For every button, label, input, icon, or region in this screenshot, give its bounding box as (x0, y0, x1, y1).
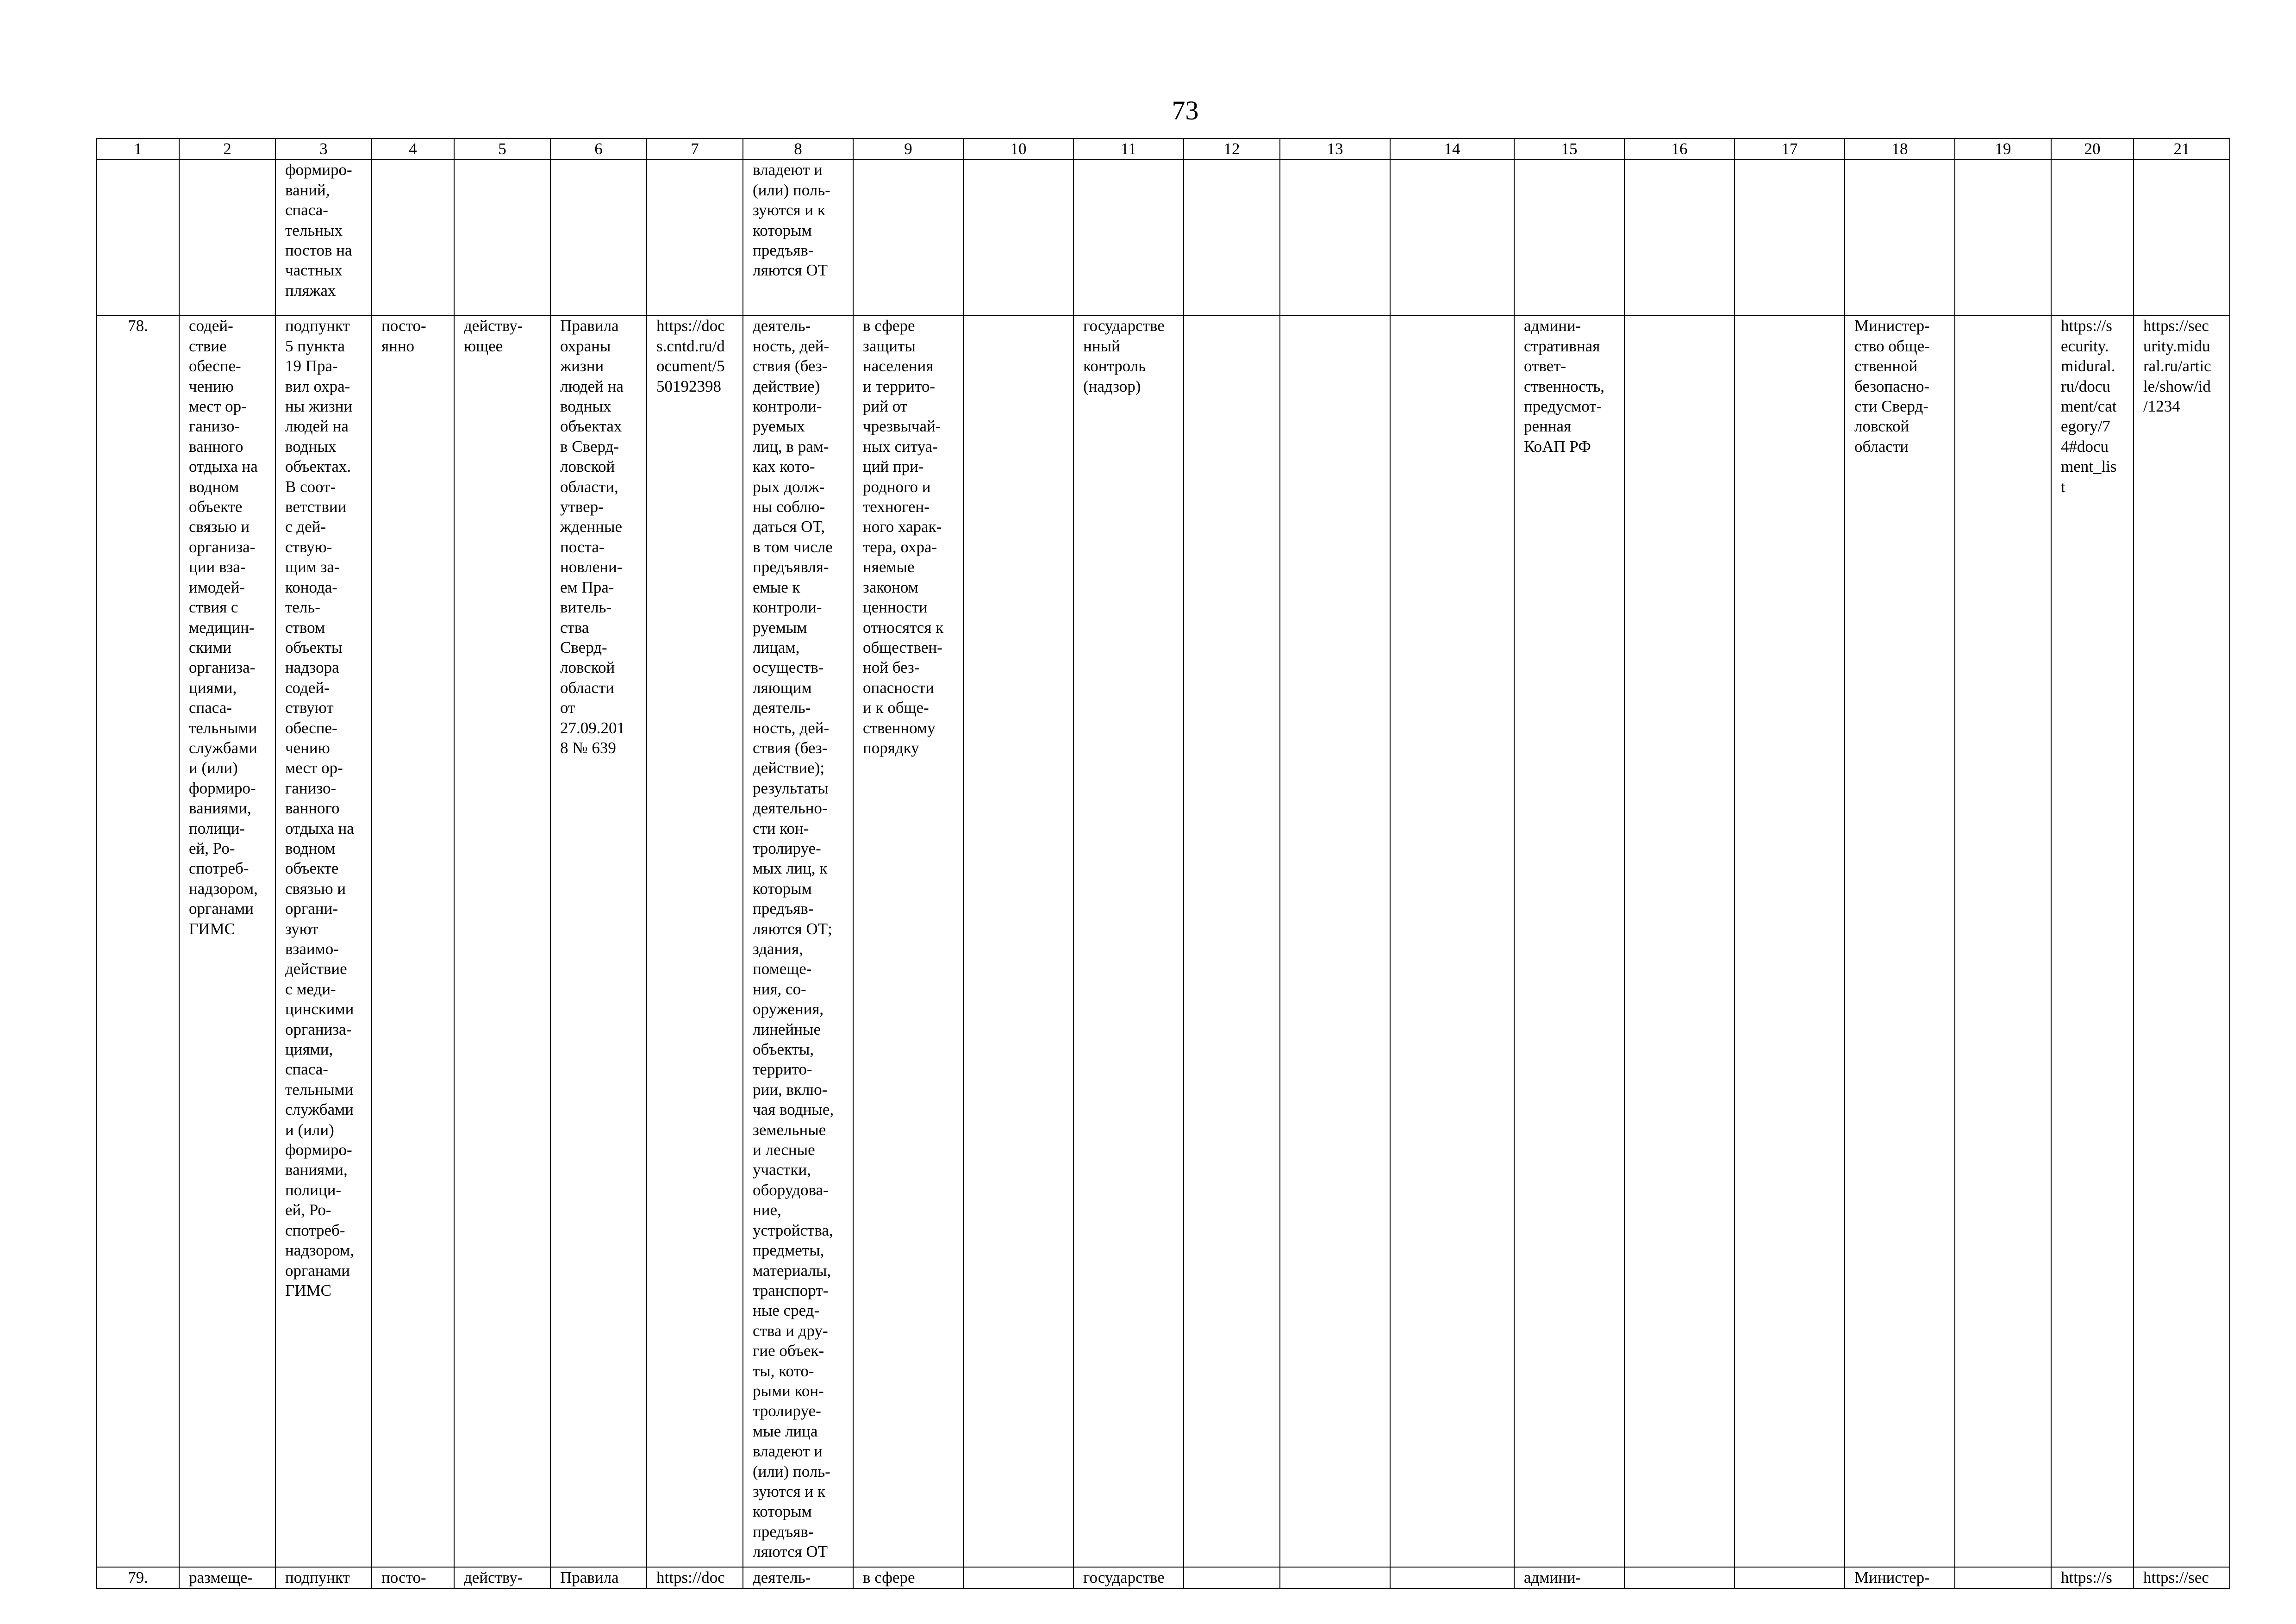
table-cell (1514, 159, 1624, 315)
table-cell (454, 159, 550, 315)
column-header: 19 (1955, 138, 2051, 159)
column-header: 15 (1514, 138, 1624, 159)
table-cell (1280, 1567, 1390, 1588)
table-cell (1390, 1567, 1514, 1588)
table-cell: админи- стративная ответ- ственность, предусмот- ренная КоАП РФ (1514, 315, 1624, 1567)
table-cell: государстве нный контроль (надзор) (1073, 315, 1184, 1567)
column-header: 10 (963, 138, 1073, 159)
column-header: 5 (454, 138, 550, 159)
table-cell: Министер- (1845, 1567, 1955, 1588)
table-cell (963, 1567, 1073, 1588)
table-cell: https://s (2051, 1567, 2134, 1588)
table-cell (2134, 159, 2230, 315)
column-header: 13 (1280, 138, 1390, 159)
table-row-79 (97, 1567, 2230, 1588)
table-cell: Правила охраны жизни людей на водных объектах в Сверд- ловской области, утвер- жденные поста- новлени- ем Пра- витель- ства Сверд- ловской области от 27.09.201 8 № 639 (550, 315, 647, 1567)
column-header: 12 (1184, 138, 1280, 159)
row-number-cell (97, 159, 179, 315)
table-cell: владеют и (или) поль- зуются и к которым предъяв- ляются ОТ (743, 159, 853, 315)
column-header: 8 (743, 138, 853, 159)
table-cell: в сфере (853, 1567, 963, 1588)
table-cell (853, 159, 963, 315)
column-header: 4 (372, 138, 454, 159)
table-cell: деятель- (743, 1567, 853, 1588)
table-cell (550, 159, 647, 315)
table-cell (963, 159, 1073, 315)
row-number-cell: 79. (97, 1567, 179, 1588)
table-cell: действу- ющее (454, 315, 550, 1567)
table-cell (1184, 1567, 1280, 1588)
column-header: 7 (647, 138, 743, 159)
table-cell (372, 159, 454, 315)
table-cell: https://s ecurity. midural. ru/docu ment/cat egory/7 4#docu ment_lis t (2051, 315, 2134, 1567)
column-header: 14 (1390, 138, 1514, 159)
table-row-78 (97, 315, 2230, 1567)
table-cell (1280, 159, 1390, 315)
table-cell (2051, 159, 2134, 315)
table-cell (1073, 159, 1184, 315)
table-cell (1184, 315, 1280, 1567)
table-cell (1280, 315, 1390, 1567)
table-cell: деятель- ность, дей- ствия (без- действие) контроли- руемых лиц, в рам- ках кото- рых долж- ны соблю- даться ОТ, в том числе предъявля- емые к контроли- руемым лицам, осуществ- ляющим деятель- ность, дей- ствия (без- действие); результаты деятельно- сти кон- тролируе- мых лиц, к которым предъяв- ляются ОТ; здания, помеще- ния, со- оружения, линейные объекты, террито- рии, вклю- чая водные, земельные и лесные участки, оборудова- ние, устройства, предметы, материалы, транспорт- ные сред- ства и дру- гие объек- ты, кото- рыми кон- тролируе- мые лица владеют и (или) поль- зуются и к которым предъяв- ляются ОТ (743, 315, 853, 1567)
table-cell: подпункт (275, 1567, 372, 1588)
table-cell (1624, 1567, 1734, 1588)
table-cell (647, 159, 743, 315)
column-header: 16 (1624, 138, 1734, 159)
column-header: 9 (853, 138, 963, 159)
table-cell: действу- (454, 1567, 550, 1588)
column-header: 3 (275, 138, 372, 159)
table-cell (963, 315, 1073, 1567)
column-header: 1 (97, 138, 179, 159)
column-header: 2 (179, 138, 275, 159)
table-cell: подпункт 5 пункта 19 Пра- вил охра- ны жизни людей на водных объектах. В соот- ветствии с дей- ствую- щим за- конода- тель- ством объекты надзора содей- ствуют обеспе- чению мест ор- ганизо- ванного отдыха на водном объекте связью и органи- зуют взаимо- действие с меди- цинскими организа- циями, спаса- тельными службами и (или) формиро- ваниями, полици- ей, Ро- спотреб- надзором, органами ГИМС (275, 315, 372, 1567)
column-header: 21 (2134, 138, 2230, 159)
table-cell (1845, 159, 1955, 315)
table-cell (1734, 1567, 1845, 1588)
table-cell (1184, 159, 1280, 315)
table-cell (1734, 315, 1845, 1567)
table-cell (1390, 315, 1514, 1567)
registry-table (96, 138, 2230, 1589)
table-cell: https://doc (647, 1567, 743, 1588)
table-cell: государстве (1073, 1567, 1184, 1588)
header-row (97, 138, 2230, 159)
table-cell: Правила (550, 1567, 647, 1588)
row-number-cell: 78. (97, 315, 179, 1567)
table-cell: https://sec urity.midu ral.ru/artic le/show/id /1234 (2134, 315, 2230, 1567)
table-cell: посто- янно (372, 315, 454, 1567)
column-header: 17 (1734, 138, 1845, 159)
table-cell: Министер- ство обще- ственной безопасно- сти Сверд- ловской области (1845, 315, 1955, 1567)
table-cell: админи- (1514, 1567, 1624, 1588)
table-cell: в сфере защиты населения и террито- рий от чрезвычай- ных ситуа- ций при- родного и техноген- ного харак- тера, охра- няемые законом ценности относятся к обществен- ной без- опасности и к обще- ственному порядку (853, 315, 963, 1567)
table-cell: формиро- ваний, спаса- тельных постов на частных пляжах (275, 159, 372, 315)
table-cell: https://sec (2134, 1567, 2230, 1588)
table-cell (1390, 159, 1514, 315)
table-cell (179, 159, 275, 315)
table-cell (1624, 159, 1734, 315)
table-cell (1955, 159, 2051, 315)
table-cell (1955, 315, 2051, 1567)
table-row-continued (97, 159, 2230, 315)
column-header: 6 (550, 138, 647, 159)
table-cell (1955, 1567, 2051, 1588)
table-cell (1624, 315, 1734, 1567)
table-cell: посто- (372, 1567, 454, 1588)
table-cell: размеще- (179, 1567, 275, 1588)
column-header: 20 (2051, 138, 2134, 159)
page-number: 73 (1172, 95, 1199, 125)
column-header: 11 (1073, 138, 1184, 159)
table-cell: содей- ствие обеспе- чению мест ор- ганизо- ванного отдыха на водном объекте связью и организа- ции вза- имодей- ствия с медицин- скими организа- циями, спаса- тельными службами и (или) формиро- ваниями, полици- ей, Ро- спотреб- надзором, органами ГИМС (179, 315, 275, 1567)
table-cell (1734, 159, 1845, 315)
column-header: 18 (1845, 138, 1955, 159)
table-cell: https://doc s.cntd.ru/d ocument/5 50192398 (647, 315, 743, 1567)
